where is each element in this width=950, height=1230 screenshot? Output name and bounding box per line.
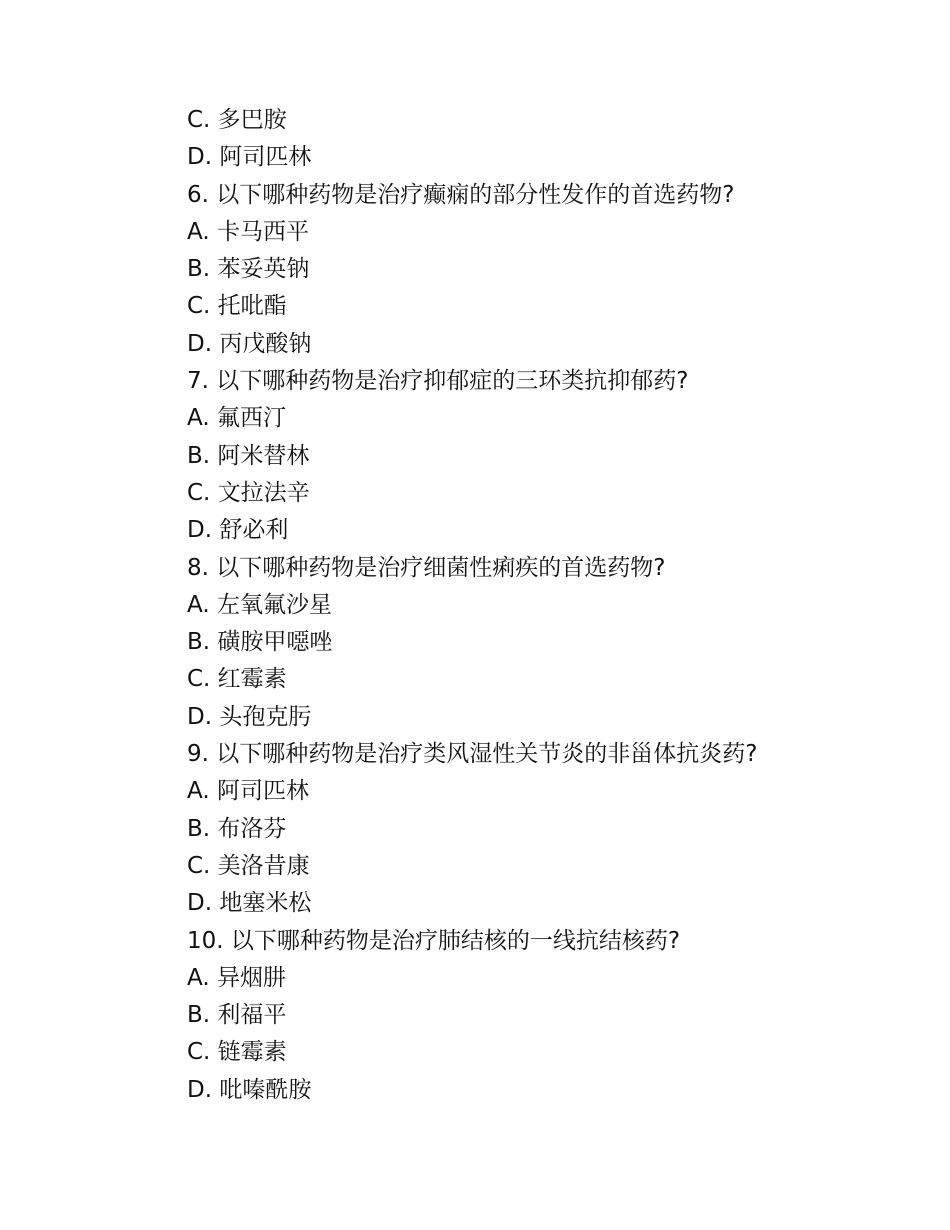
option-c-q10: C. 链霉素 <box>187 1039 287 1066</box>
question-9: 9. 以下哪种药物是治疗类风湿性关节炎的非甾体抗炎药? <box>187 741 758 768</box>
option-d-q8: D. 头孢克肟 <box>187 703 312 730</box>
question-6: 6. 以下哪种药物是治疗癫痫的部分性发作的首选药物? <box>187 181 735 208</box>
question-10: 10. 以下哪种药物是治疗肺结核的一线抗结核药? <box>187 927 681 954</box>
option-a-q10: A. 异烟肼 <box>187 964 286 991</box>
option-b-q9: B. 布洛芬 <box>187 815 287 842</box>
option-a-q6: A. 卡马西平 <box>187 218 309 245</box>
option-a-q9: A. 阿司匹林 <box>187 778 309 805</box>
option-d-q10: D. 吡嗪酰胺 <box>187 1076 312 1103</box>
option-a-q8: A. 左氧氟沙星 <box>187 591 332 618</box>
option-b-q7: B. 阿米替林 <box>187 442 310 469</box>
question-8: 8. 以下哪种药物是治疗细菌性痢疾的首选药物? <box>187 554 666 581</box>
option-b-q6: B. 苯妥英钠 <box>187 256 310 283</box>
option-c-q8: C. 红霉素 <box>187 666 287 693</box>
option-d-q7: D. 舒必利 <box>187 517 289 544</box>
option-c-q6: C. 托吡酯 <box>187 293 287 320</box>
option-c-q9: C. 美洛昔康 <box>187 852 310 879</box>
option-c-q5: C. 多巴胺 <box>187 107 287 133</box>
option-d-q9: D. 地塞米松 <box>187 890 312 917</box>
option-d-q5: D. 阿司匹林 <box>187 144 312 171</box>
option-c-q7: C. 文拉法辛 <box>187 479 310 506</box>
option-a-q7: A. 氟西汀 <box>187 405 286 432</box>
option-d-q6: D. 丙戊酸钠 <box>187 330 312 357</box>
document-body <box>187 102 927 1109</box>
option-b-q8: B. 磺胺甲噁唑 <box>187 629 333 656</box>
question-7: 7. 以下哪种药物是治疗抑郁症的三环类抗抑郁药? <box>187 368 689 395</box>
option-b-q10: B. 利福平 <box>187 1002 287 1029</box>
